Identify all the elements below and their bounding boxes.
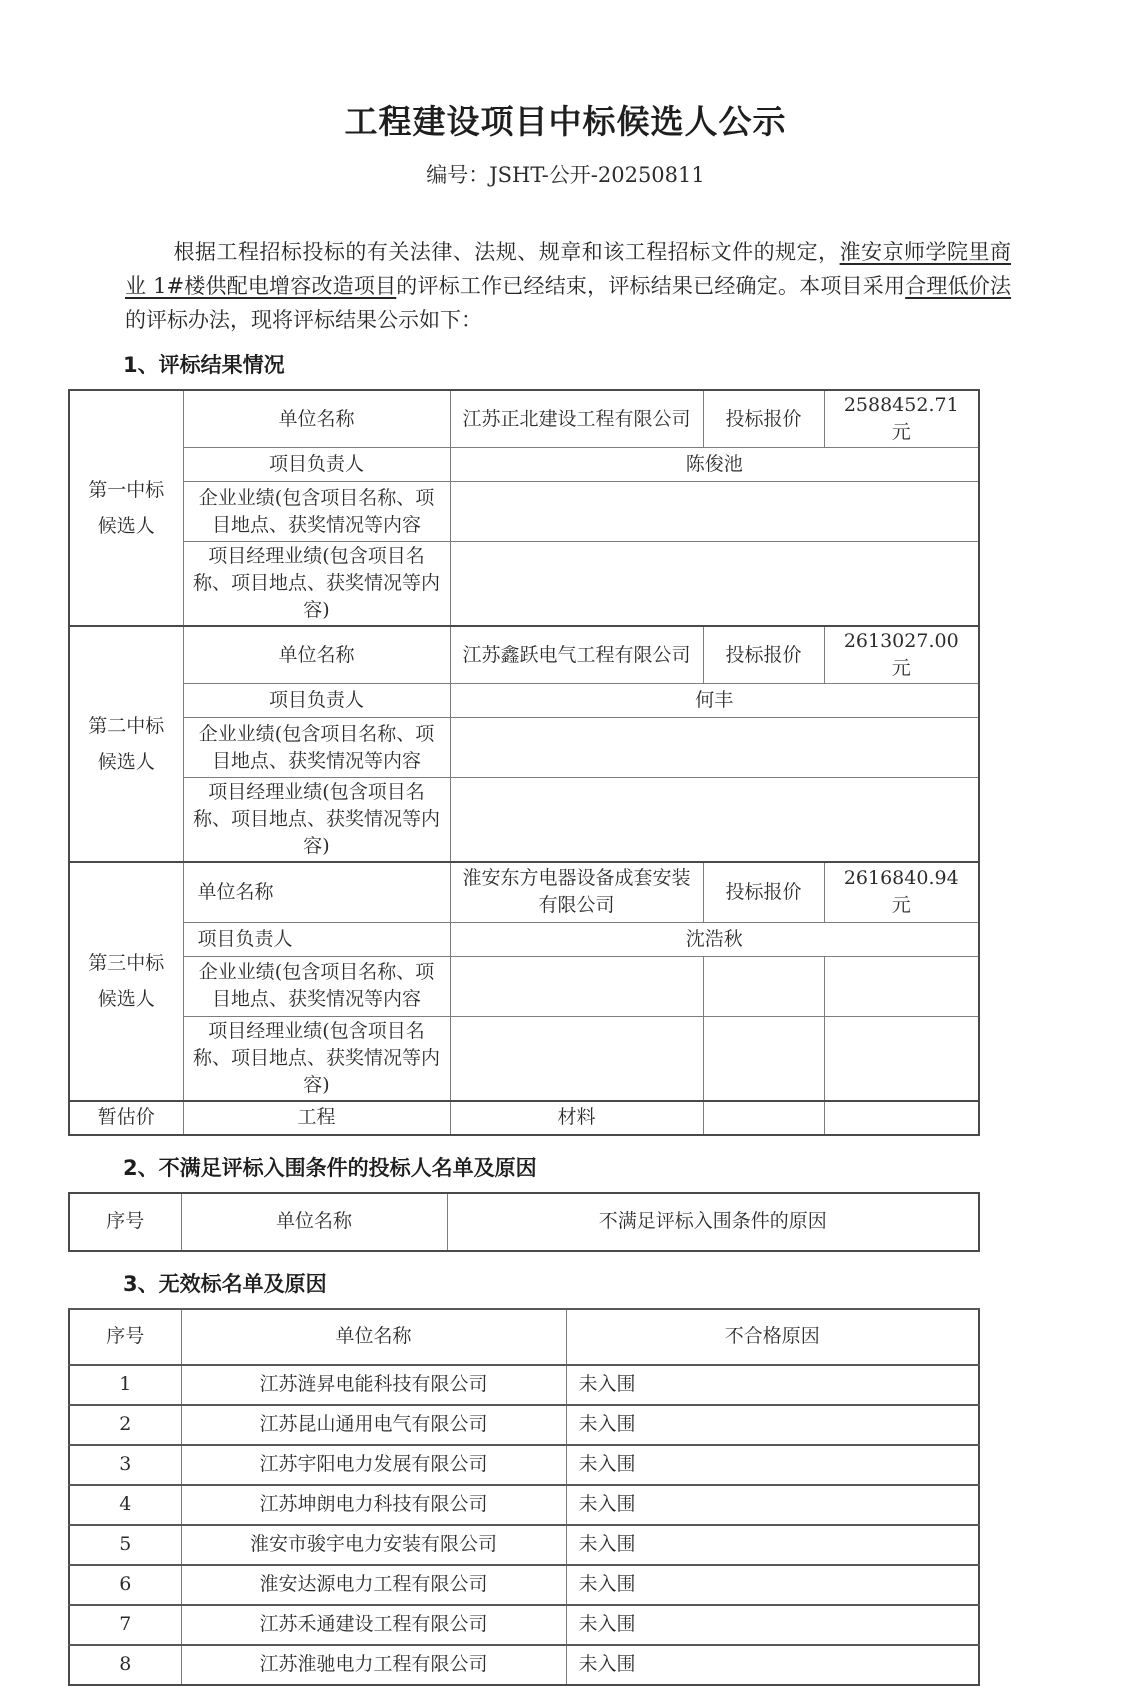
manager-performance-label: 项目经理业绩(包含项目名称、项目地点、获奖情况等内容) — [183, 778, 450, 863]
estimate-project-label: 工程 — [183, 1101, 450, 1135]
row-reason: 未入围 — [566, 1565, 979, 1605]
col-header-reason: 不满足评标入围条件的原因 — [447, 1193, 979, 1251]
row-reason: 未入围 — [566, 1525, 979, 1565]
candidate-1-company: 江苏正北建设工程有限公司 — [450, 390, 703, 448]
row-company: 江苏宇阳电力发展有限公司 — [181, 1445, 566, 1485]
row-no: 5 — [69, 1525, 181, 1565]
intro-segment: 的评标工作已经结束，评标结果已经确定。本项目采用 — [396, 274, 906, 298]
group-line: 候选人 — [97, 515, 155, 537]
col-header-no: 序号 — [69, 1193, 181, 1251]
table-row — [69, 1565, 979, 1605]
group-line: 第一中标 — [88, 479, 165, 501]
row-reason: 未入围 — [566, 1365, 979, 1405]
candidate-1-manager-performance-cell — [450, 542, 979, 627]
candidate-3-group-cell — [69, 862, 183, 1101]
row-no: 8 — [69, 1645, 181, 1685]
unit-name-label: 单位名称 — [183, 390, 450, 448]
group-line: 第二中标 — [88, 715, 165, 737]
project-leader-label: 项目负责人 — [183, 922, 450, 956]
project-leader-label: 项目负责人 — [183, 684, 450, 718]
bid-results-table — [68, 389, 980, 1136]
candidate-2-enterprise-performance-cell — [450, 718, 979, 778]
row-company: 江苏涟昇电能科技有限公司 — [181, 1365, 566, 1405]
intro-segment: 的评标办法，现将评标结果公示如下： — [125, 308, 482, 332]
row-company: 淮安市骏宇电力安装有限公司 — [181, 1525, 566, 1565]
table-row — [69, 1365, 979, 1405]
page-title: 工程建设项目中标候选人公示 — [344, 102, 787, 141]
section3-heading: 3、无效标名单及原因 — [123, 1271, 327, 1296]
enterprise-performance-label: 企业业绩(包含项目名称、项目地点、获奖情况等内容 — [183, 956, 450, 1016]
candidate-2-leader: 何丰 — [450, 684, 979, 718]
candidate-3-manager-performance-cell — [450, 1016, 703, 1101]
empty-cell — [703, 1016, 824, 1101]
row-company: 江苏昆山通用电气有限公司 — [181, 1405, 566, 1445]
project-leader-label: 项目负责人 — [183, 448, 450, 482]
project-name-underlined: 淮安京师学院里商业 1#楼供配电增容改造项目 — [125, 240, 1012, 298]
row-reason: 未入围 — [566, 1405, 979, 1445]
row-reason: 未入围 — [566, 1645, 979, 1685]
estimate-label: 暂估价 — [69, 1101, 183, 1135]
bid-price-label: 投标报价 — [703, 390, 824, 448]
manager-performance-label: 项目经理业绩(包含项目名称、项目地点、获奖情况等内容) — [183, 542, 450, 627]
empty-cell — [824, 1016, 979, 1101]
col-header-unit: 单位名称 — [181, 1309, 566, 1365]
empty-cell — [703, 956, 824, 1016]
candidate-2-manager-performance-cell — [450, 778, 979, 863]
method-name-underlined: 合理低价法 — [905, 274, 1012, 298]
table-row — [69, 1605, 979, 1645]
row-no: 3 — [69, 1445, 181, 1485]
candidate-3-company: 淮安东方电器设备成套安装有限公司 — [450, 862, 703, 922]
table-row — [69, 1485, 979, 1525]
manager-performance-label: 项目经理业绩(包含项目名称、项目地点、获奖情况等内容) — [183, 1016, 450, 1101]
candidate-1-group-cell — [69, 390, 183, 626]
row-no: 7 — [69, 1605, 181, 1645]
invalid-bids-table — [68, 1308, 980, 1686]
intro-segment: 根据工程招标投标的有关法律、法规、规章和该工程招标文件的规定， — [173, 240, 840, 264]
enterprise-performance-label: 企业业绩(包含项目名称、项目地点、获奖情况等内容 — [183, 482, 450, 542]
group-line: 候选人 — [97, 988, 155, 1011]
section2-heading: 2、不满足评标入围条件的投标人名单及原因 — [123, 1155, 537, 1180]
row-no: 6 — [69, 1565, 181, 1605]
col-header-reason: 不合格原因 — [566, 1309, 979, 1365]
candidate-3-enterprise-performance-cell — [450, 956, 703, 1016]
row-company: 江苏禾通建设工程有限公司 — [181, 1605, 566, 1645]
candidate-1-enterprise-performance-cell — [450, 482, 979, 542]
row-reason: 未入围 — [566, 1605, 979, 1645]
row-no: 4 — [69, 1485, 181, 1525]
row-company: 江苏坤朗电力科技有限公司 — [181, 1485, 566, 1525]
table-row — [69, 1525, 979, 1565]
candidate-2-group-cell — [69, 626, 183, 862]
candidate-2-price: 2613027.00 元 — [824, 626, 979, 684]
row-company: 淮安达源电力工程有限公司 — [181, 1565, 566, 1605]
row-no: 2 — [69, 1405, 181, 1445]
col-header-no: 序号 — [69, 1309, 181, 1365]
candidate-3-leader: 沈浩秋 — [450, 922, 979, 956]
empty-cell — [824, 956, 979, 1016]
group-line: 第三中标 — [88, 952, 165, 975]
row-reason: 未入围 — [566, 1445, 979, 1485]
estimate-material-label: 材料 — [450, 1101, 703, 1135]
enterprise-performance-label: 企业业绩(包含项目名称、项目地点、获奖情况等内容 — [183, 718, 450, 778]
unit-name-label: 单位名称 — [183, 626, 450, 684]
candidate-1-price: 2588452.71 元 — [824, 390, 979, 448]
doc-number: 编号：JSHT-公开-20250811 — [426, 163, 705, 187]
group-line: 候选人 — [97, 751, 155, 773]
row-company: 江苏淮驰电力工程有限公司 — [181, 1645, 566, 1685]
bid-price-label: 投标报价 — [703, 626, 824, 684]
candidate-1-leader: 陈俊池 — [450, 448, 979, 482]
bid-price-label: 投标报价 — [703, 862, 824, 922]
table-row — [69, 1405, 979, 1445]
table-row — [69, 1445, 979, 1485]
intro-paragraph — [125, 235, 1011, 337]
col-header-unit: 单位名称 — [181, 1193, 447, 1251]
empty-cell — [824, 1101, 979, 1135]
candidate-2-company: 江苏鑫跃电气工程有限公司 — [450, 626, 703, 684]
unqualified-bidders-table — [68, 1192, 980, 1252]
section1-heading: 1、评标结果情况 — [123, 353, 285, 377]
candidate-3-price: 2616840.94 元 — [824, 862, 979, 922]
empty-cell — [703, 1101, 824, 1135]
row-reason: 未入围 — [566, 1485, 979, 1525]
row-no: 1 — [69, 1365, 181, 1405]
table-row — [69, 1645, 979, 1685]
unit-name-label: 单位名称 — [183, 862, 450, 922]
